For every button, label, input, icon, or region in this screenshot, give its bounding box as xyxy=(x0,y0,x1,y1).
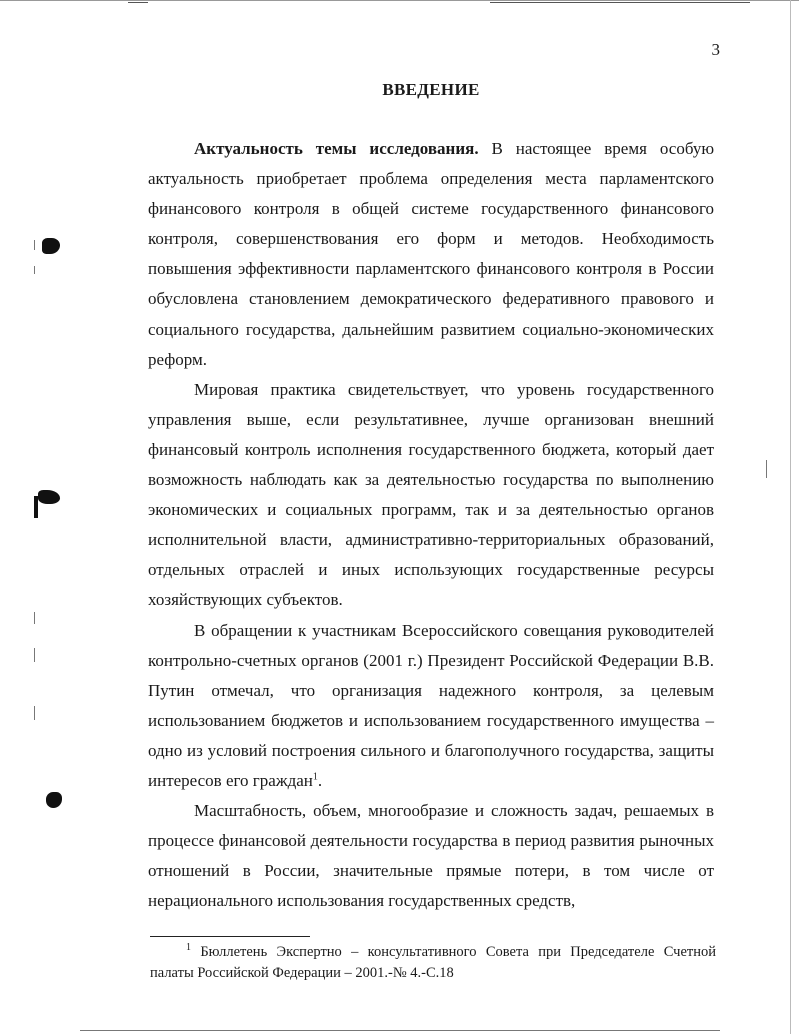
scan-mark-top-right xyxy=(490,2,750,3)
scan-mark-top-left xyxy=(128,2,148,3)
footnote-marker: 1 xyxy=(186,942,191,954)
scan-tick-right xyxy=(766,460,767,478)
footnote-separator xyxy=(150,936,310,937)
binding-hole-mark-3 xyxy=(46,792,62,808)
scan-mark-bottom xyxy=(80,1030,720,1031)
footnote-text: Бюллетень Экспертно – консультативного Совета при Председателе Счетной палаты Российской Федерации – 2001.-№ 4.-С.18 xyxy=(150,944,717,981)
margin-tick-4 xyxy=(34,648,35,662)
paragraph-1-text: В настоящее время особую актуальность приобретает проблема определения места парламентского финансового контроля в общей системе государственного финансового контроля, совершенствования его форм и методов. Необходимость повышения эффективности парламентского финансового контроля в России обусловлена становлением демократического федеративного правового и социального государства, дальнейшим развитием социально-экономических реформ. xyxy=(148,139,715,369)
margin-tick-2 xyxy=(34,266,35,274)
footnote-reference: 1 xyxy=(312,771,318,783)
paragraph-3-text: В обращении к участникам Всероссийского совещания руководителей контрольно-счетных органов (2001 г.) Президент Российской Федерации В.В. Путин отмечал, что организация надежного контроля, за целевым использованием бюджетов и использованием государственного имущества – одно из условий построения сильного и благополучного государства, защиты интересов его граждан xyxy=(148,620,714,790)
paragraph-2: Мировая практика свидетельствует, что уровень государственного управления выше, если результативнее, лучше организован внешний финансовый контроль исполнения государственного бюджета, который дает возможность наблюдать как за деятельностью государства по выполнению экономических и социальных программ, так и за деятельностью органов исполнительной власти, административно-территориальных образований, отдельных отраслей и иных использующих государственные ресурсы хозяйствующих субъектов. xyxy=(148,379,714,610)
scan-edge-top xyxy=(0,0,799,1)
paragraph-lead: Актуальность темы исследования. xyxy=(194,139,479,158)
page-number: 3 xyxy=(711,40,720,59)
paragraph-4: Масштабность, объем, многообразие и сложность задач, решаемых в процессе финансовой деятельности государства в период развития рыночных отношений в России, значительные прямые потери, в том числе от нерационального использования государственных средств, xyxy=(148,801,714,911)
body-text xyxy=(148,134,714,916)
section-heading: ВВЕДЕНИЕ xyxy=(382,80,480,99)
paragraph-3 xyxy=(148,616,714,797)
paragraph-1 xyxy=(148,134,714,375)
binding-hole-mark-2-stem xyxy=(34,496,38,518)
margin-tick-1 xyxy=(34,240,35,250)
paragraph-3-end: . xyxy=(317,770,323,790)
binding-hole-mark-1 xyxy=(42,238,60,254)
margin-tick-3 xyxy=(34,612,35,624)
margin-tick-5 xyxy=(34,706,35,720)
binding-hole-mark-2 xyxy=(38,490,60,504)
footnote xyxy=(150,942,716,984)
scan-edge-right xyxy=(790,0,791,1034)
